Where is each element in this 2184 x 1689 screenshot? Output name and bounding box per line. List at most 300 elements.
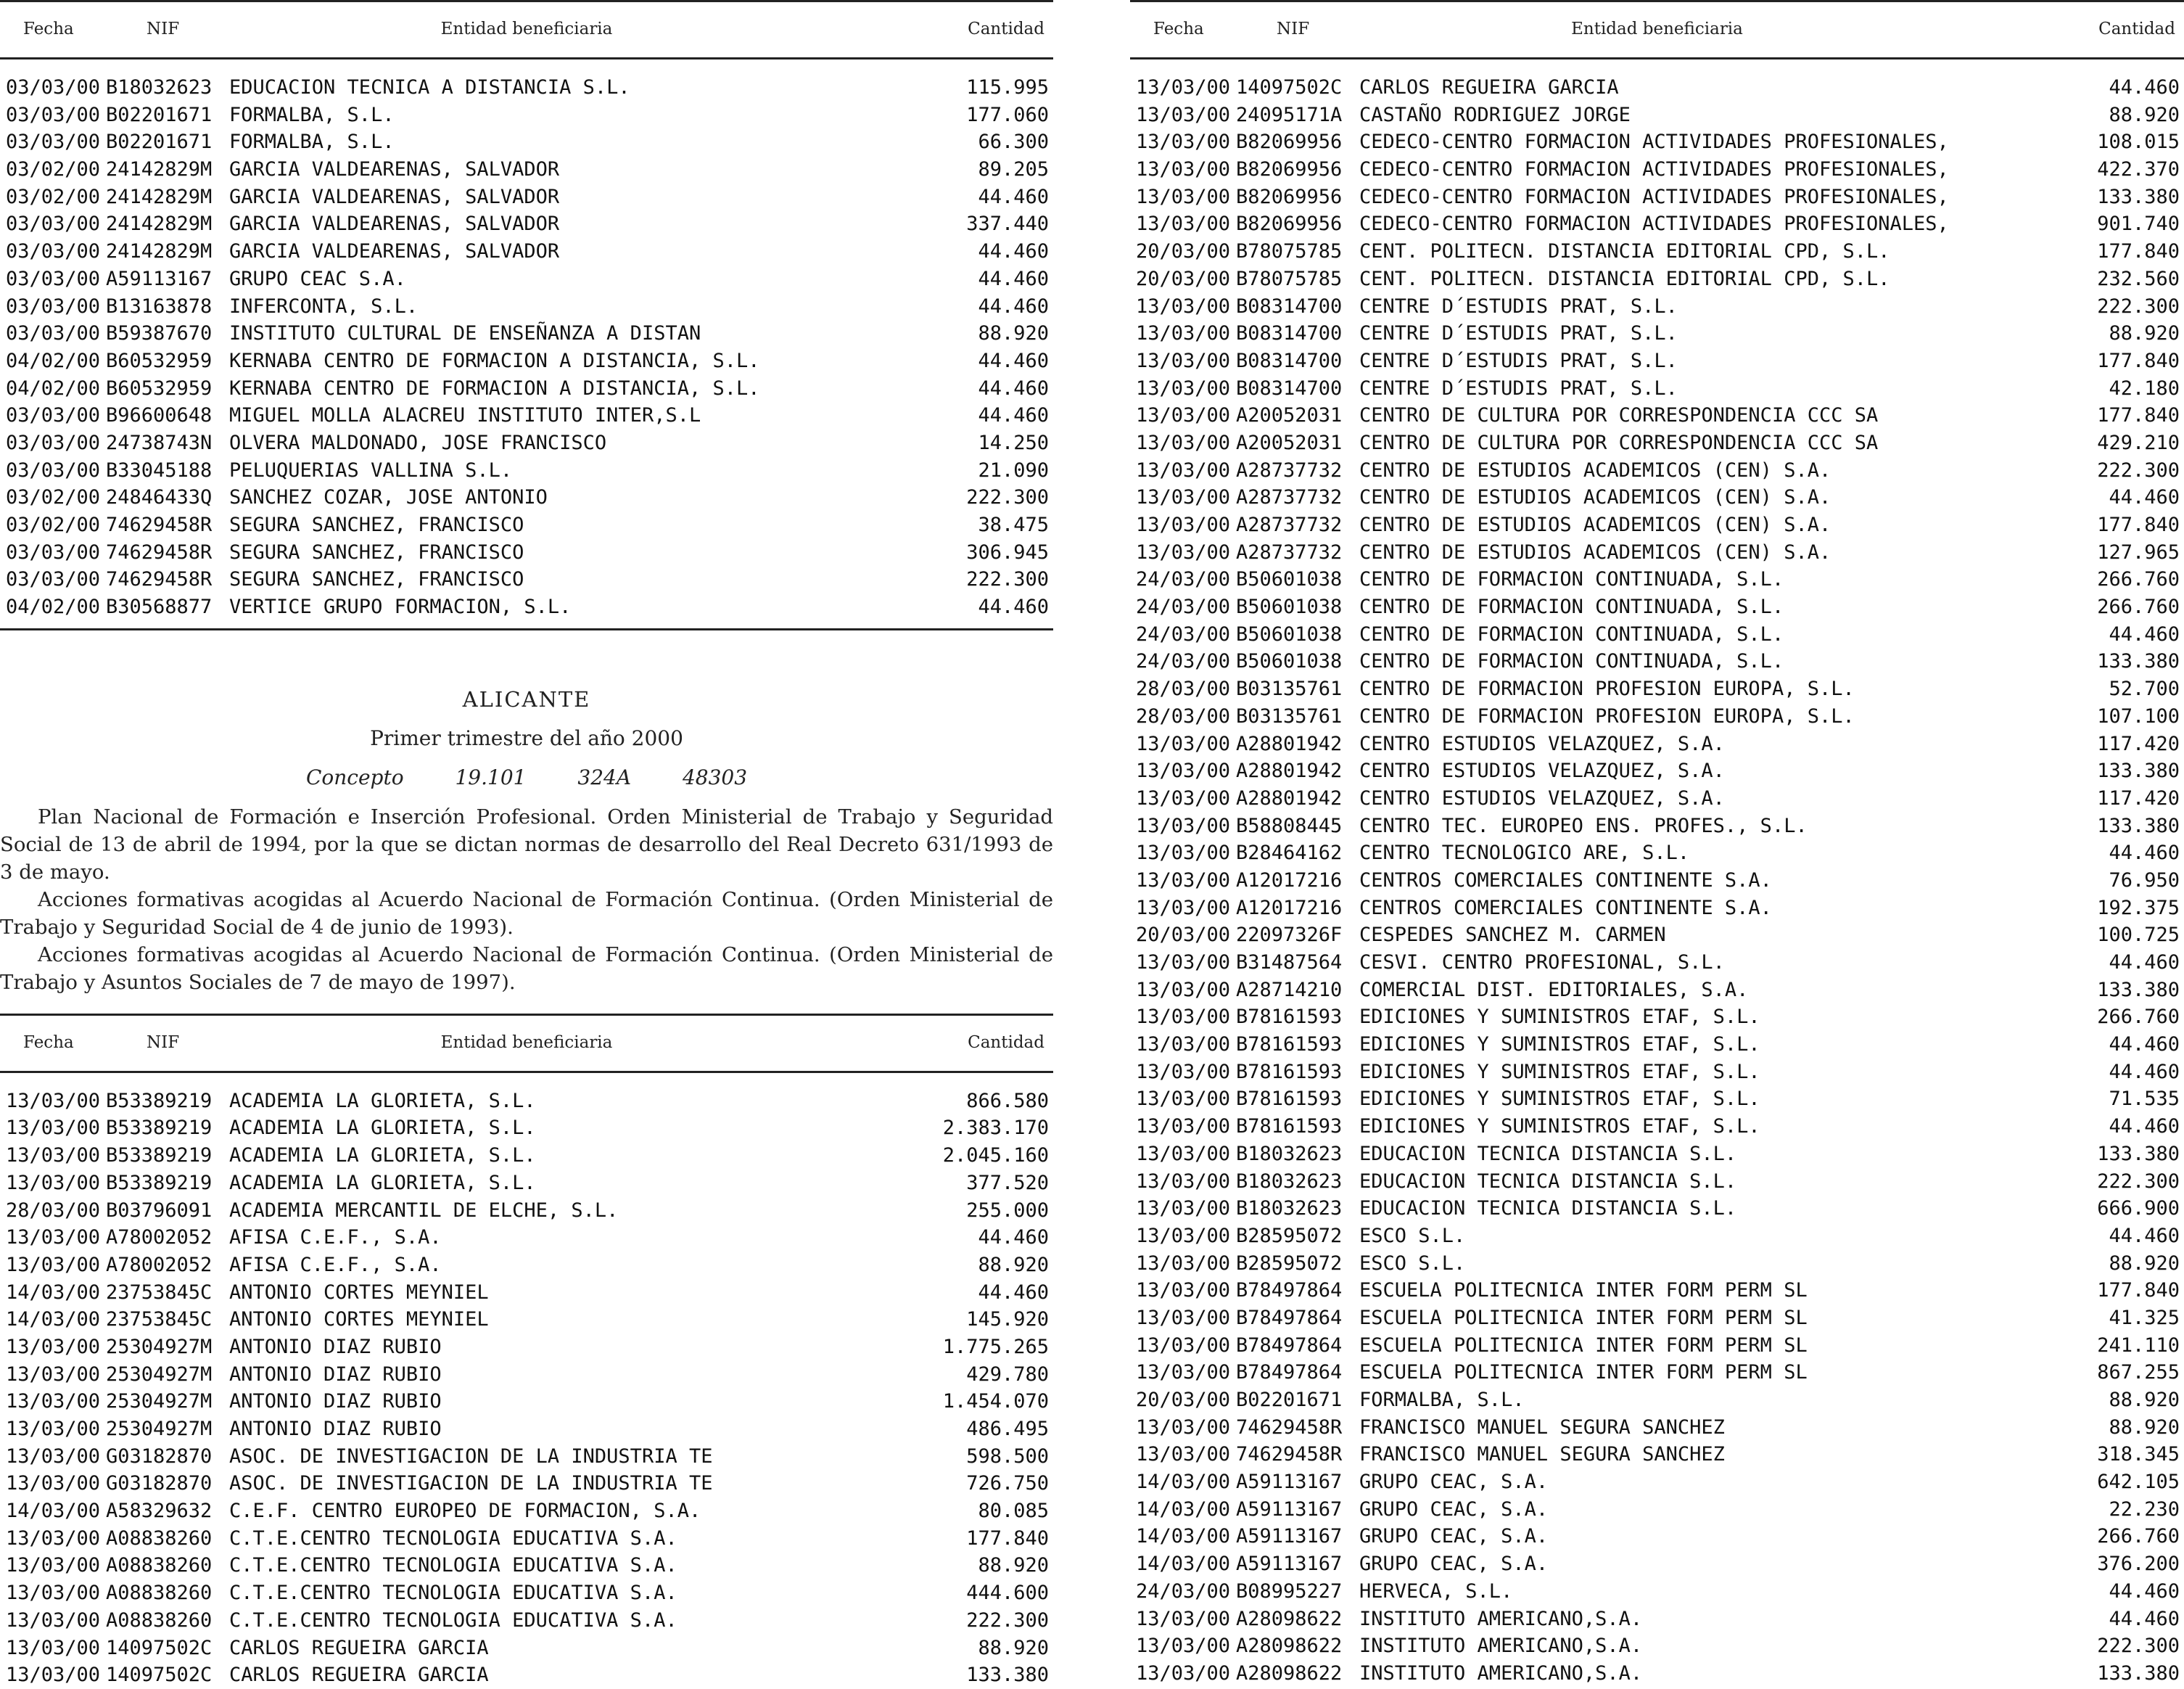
cell-entidad: ACADEMIA LA GLORIETA, S.L. xyxy=(229,1117,536,1140)
cell-nif: B78075785 xyxy=(1236,267,1343,290)
cell-entidad: SEGURA SANCHEZ, FRANCISCO xyxy=(229,568,524,591)
table-row xyxy=(0,1525,1053,1553)
cell-cantidad: 44.460 xyxy=(978,1281,1049,1304)
cell-fecha: 13/03/00 xyxy=(6,1582,101,1605)
cell-fecha: 13/03/00 xyxy=(1136,896,1231,919)
cell-fecha: 24/03/00 xyxy=(1136,650,1231,673)
table-row xyxy=(1130,511,2184,539)
cell-cantidad: 80.085 xyxy=(978,1500,1049,1523)
cell-fecha: 13/03/00 xyxy=(1136,486,1231,509)
cell-fecha: 14/03/00 xyxy=(6,1308,101,1331)
cell-cantidad: 44.460 xyxy=(2109,842,2180,865)
cell-entidad: CENTRE D´ESTUDIS PRAT, S.L. xyxy=(1359,349,1678,372)
cell-fecha: 13/03/00 xyxy=(1136,404,1231,427)
cell-fecha: 14/03/00 xyxy=(1136,1525,1231,1548)
cell-entidad: EDICIONES Y SUMINISTROS ETAF, S.L. xyxy=(1359,1006,1760,1029)
cell-cantidad: 192.375 xyxy=(2097,896,2180,919)
cell-cantidad: 726.750 xyxy=(966,1472,1049,1495)
cell-nif: A20052031 xyxy=(1236,404,1343,427)
table-row xyxy=(1130,839,2184,867)
cell-fecha: 13/03/00 xyxy=(1136,1033,1231,1056)
section-concept xyxy=(0,765,1053,794)
table-right-rows xyxy=(1130,59,2184,1688)
cell-nif: A59113167 xyxy=(1236,1497,1343,1521)
cell-cantidad: 232.560 xyxy=(2097,267,2180,290)
cell-cantidad: 666.900 xyxy=(2097,1197,2180,1220)
cell-fecha: 13/03/00 xyxy=(6,1636,101,1659)
cell-nif: A28737732 xyxy=(1236,486,1343,509)
cell-nif: 24095171A xyxy=(1236,103,1343,126)
cell-fecha: 13/03/00 xyxy=(1136,185,1231,208)
cell-fecha: 13/03/00 xyxy=(1136,1443,1231,1466)
cell-fecha: 24/03/00 xyxy=(1136,568,1231,591)
cell-entidad: FORMALBA, S.L. xyxy=(1359,1389,1525,1411)
cell-entidad: AFISA C.E.F., S.A. xyxy=(229,1226,442,1249)
table-row xyxy=(1130,621,2184,649)
cell-nif: A59113167 xyxy=(1236,1553,1343,1576)
cell-cantidad: 222.300 xyxy=(2097,1635,2180,1658)
cell-nif: B30568877 xyxy=(106,596,213,619)
cell-entidad: ACADEMIA LA GLORIETA, S.L. xyxy=(229,1171,536,1194)
cell-nif: B78161593 xyxy=(1236,1060,1343,1083)
table-header xyxy=(0,1014,1053,1073)
cell-fecha: 13/03/00 xyxy=(1136,842,1231,865)
table-row xyxy=(0,1224,1053,1252)
cell-fecha: 03/03/00 xyxy=(6,431,101,454)
cell-nif: B82069956 xyxy=(1236,185,1343,208)
cell-nif: B53389219 xyxy=(106,1089,213,1112)
header-fecha: Fecha xyxy=(23,1032,74,1052)
cell-entidad: GARCIA VALDEARENAS, SALVADOR xyxy=(229,240,560,263)
section-title: ALICANTE xyxy=(462,686,591,712)
cell-entidad: CESPEDES SANCHEZ M. CARMEN xyxy=(1359,924,1666,947)
table-row xyxy=(1130,102,2184,129)
cell-fecha: 03/03/00 xyxy=(6,404,101,427)
cell-entidad: KERNABA CENTRO DE FORMACION A DISTANCIA, S.L. xyxy=(229,377,760,400)
cell-nif: B58808445 xyxy=(1236,814,1343,837)
header-fecha: Fecha xyxy=(23,20,74,38)
header-entidad: Entidad beneficiaria xyxy=(440,1032,613,1052)
cell-entidad: CENTROS COMERCIALES CONTINENTE S.A. xyxy=(1359,896,1772,919)
cell-fecha: 13/03/00 xyxy=(6,1226,101,1249)
cell-cantidad: 21.090 xyxy=(978,459,1049,482)
concept-label: Concepto xyxy=(305,765,404,789)
cell-nif: B78075785 xyxy=(1236,240,1343,263)
cell-entidad: CENTRO DE CULTURA POR CORRESPONDENCIA CCC SA xyxy=(1359,404,1879,427)
cell-entidad: CENTRO DE ESTUDIOS ACADEMICOS (CEN) S.A. xyxy=(1359,514,1831,536)
cell-nif: B50601038 xyxy=(1236,622,1343,646)
cell-fecha: 13/03/00 xyxy=(1136,732,1231,755)
table-row xyxy=(1130,320,2184,348)
cell-nif: B08314700 xyxy=(1236,349,1343,372)
cell-cantidad: 44.460 xyxy=(2109,1060,2180,1083)
cell-fecha: 13/03/00 xyxy=(1136,1115,1231,1138)
cell-nif: B28595072 xyxy=(1236,1252,1343,1275)
cell-cantidad: 429.210 xyxy=(2097,431,2180,454)
cell-nif: A28098622 xyxy=(1236,1661,1343,1685)
cell-cantidad: 177.840 xyxy=(2097,240,2180,263)
cell-cantidad: 108.015 xyxy=(2097,131,2180,154)
cell-cantidad: 115.995 xyxy=(966,76,1049,99)
table-row xyxy=(0,210,1053,238)
cell-cantidad: 44.460 xyxy=(978,295,1049,318)
cell-entidad: C.T.E.CENTRO TECNOLOGIA EDUCATIVA S.A. xyxy=(229,1526,677,1550)
cell-fecha: 13/03/00 xyxy=(1136,1361,1231,1384)
table-row xyxy=(1130,1031,2184,1059)
cell-cantidad: 88.920 xyxy=(978,1636,1049,1659)
table-row xyxy=(1130,1386,2184,1414)
table-row xyxy=(1130,74,2184,102)
cell-cantidad: 444.600 xyxy=(966,1582,1049,1605)
cell-cantidad: 376.200 xyxy=(2097,1553,2180,1576)
cell-nif: G03182870 xyxy=(106,1445,213,1468)
cell-entidad: ASOC. DE INVESTIGACION DE LA INDUSTRIA TE xyxy=(229,1445,713,1468)
cell-nif: 14097502C xyxy=(1236,76,1343,99)
cell-cantidad: 44.460 xyxy=(978,267,1049,290)
cell-fecha: 03/03/00 xyxy=(6,541,101,564)
cell-fecha: 14/03/00 xyxy=(6,1500,101,1523)
cell-fecha: 13/03/00 xyxy=(1136,1415,1231,1439)
cell-fecha: 03/03/00 xyxy=(6,322,101,345)
cell-nif: B02201671 xyxy=(106,131,213,154)
cell-nif: B28595072 xyxy=(1236,1224,1343,1247)
table-row xyxy=(1130,430,2184,457)
cell-cantidad: 44.460 xyxy=(2109,1224,2180,1247)
cell-entidad: INSTITUTO CULTURAL DE ENSEÑANZA A DISTAN xyxy=(229,322,701,345)
cell-nif: A12017216 xyxy=(1236,868,1343,892)
cell-cantidad: 88.920 xyxy=(2109,103,2180,126)
cell-entidad: ACADEMIA LA GLORIETA, S.L. xyxy=(229,1089,536,1112)
cell-cantidad: 88.920 xyxy=(978,1253,1049,1276)
table-row xyxy=(1130,703,2184,731)
cell-entidad: C.T.E.CENTRO TECNOLOGIA EDUCATIVA S.A. xyxy=(229,1608,677,1632)
cell-fecha: 20/03/00 xyxy=(1136,240,1231,263)
table-row xyxy=(0,156,1053,184)
header-nif: NIF xyxy=(147,1032,180,1052)
table-row xyxy=(0,1306,1053,1333)
cell-fecha: 20/03/00 xyxy=(1136,924,1231,947)
cell-entidad: AFISA C.E.F., S.A. xyxy=(229,1253,442,1276)
cell-cantidad: 44.460 xyxy=(978,240,1049,263)
cell-fecha: 13/03/00 xyxy=(1136,541,1231,564)
table-row xyxy=(0,128,1053,156)
left-column xyxy=(0,0,1053,1689)
cell-entidad: VERTICE GRUPO FORMACION, S.L. xyxy=(229,596,572,619)
cell-nif: B03796091 xyxy=(106,1199,213,1222)
cell-nif: B50601038 xyxy=(1236,650,1343,673)
header-cantidad: Cantidad xyxy=(968,1032,1044,1052)
cell-cantidad: 867.255 xyxy=(2097,1361,2180,1384)
table-row xyxy=(0,348,1053,375)
table-row xyxy=(1130,1550,2184,1578)
table-row xyxy=(1130,731,2184,758)
cell-fecha: 13/03/00 xyxy=(6,1089,101,1112)
cell-cantidad: 2.045.160 xyxy=(942,1144,1049,1167)
table-row xyxy=(1130,949,2184,977)
cell-cantidad: 133.380 xyxy=(2097,1661,2180,1685)
cell-cantidad: 88.920 xyxy=(2109,1389,2180,1411)
table-row xyxy=(0,1607,1053,1635)
cell-cantidad: 901.740 xyxy=(2097,213,2180,236)
table-row xyxy=(0,430,1053,457)
cell-fecha: 13/03/00 xyxy=(6,1526,101,1550)
cell-nif: B60532959 xyxy=(106,377,213,400)
cell-cantidad: 222.300 xyxy=(2097,295,2180,318)
cell-cantidad: 133.380 xyxy=(2097,650,2180,673)
cell-cantidad: 44.460 xyxy=(2109,951,2180,974)
cell-nif: B08995227 xyxy=(1236,1579,1343,1603)
cell-nif: B59387670 xyxy=(106,322,213,345)
table-row xyxy=(0,1279,1053,1307)
cell-cantidad: 866.580 xyxy=(966,1089,1049,1112)
cell-entidad: CASTAÑO RODRIGUEZ JORGE xyxy=(1359,103,1631,126)
cell-entidad: GRUPO CEAC S.A. xyxy=(229,267,406,290)
table-row xyxy=(1130,813,2184,840)
cell-fecha: 28/03/00 xyxy=(1136,678,1231,701)
cell-entidad: EDUCACION TECNICA DISTANCIA S.L. xyxy=(1359,1142,1737,1165)
cell-fecha: 13/03/00 xyxy=(1136,1006,1231,1029)
cell-nif: A28801942 xyxy=(1236,760,1343,783)
table-row xyxy=(1130,895,2184,922)
cell-fecha: 13/03/00 xyxy=(1136,1060,1231,1083)
cell-fecha: 13/03/00 xyxy=(6,1445,101,1468)
concept-code: 19.101 xyxy=(455,765,527,789)
cell-cantidad: 117.420 xyxy=(2097,786,2180,810)
cell-fecha: 04/02/00 xyxy=(6,377,101,400)
cell-cantidad: 44.460 xyxy=(978,1226,1049,1249)
table-row xyxy=(1130,1304,2184,1332)
cell-fecha: 03/03/00 xyxy=(6,240,101,263)
cell-fecha: 13/03/00 xyxy=(1136,1635,1231,1658)
cell-entidad: CENTRO DE ESTUDIOS ACADEMICOS (CEN) S.A. xyxy=(1359,486,1831,509)
table-row xyxy=(1130,1085,2184,1113)
cell-cantidad: 44.460 xyxy=(2109,486,2180,509)
cell-cantidad: 76.950 xyxy=(2109,868,2180,892)
cell-fecha: 13/03/00 xyxy=(1136,377,1231,400)
table-row xyxy=(1130,757,2184,785)
cell-entidad: ANTONIO CORTES MEYNIEL xyxy=(229,1308,489,1331)
table-row xyxy=(0,1142,1053,1170)
cell-cantidad: 177.840 xyxy=(2097,349,2180,372)
table-row xyxy=(0,511,1053,539)
cell-entidad: C.E.F. CENTRO EUROPEO DE FORMACION, S.A. xyxy=(229,1500,701,1523)
cell-entidad: CENTROS COMERCIALES CONTINENTE S.A. xyxy=(1359,868,1772,892)
header-entidad: Entidad beneficiaria xyxy=(440,20,613,38)
cell-nif: 24738743N xyxy=(106,431,213,454)
cell-cantidad: 266.760 xyxy=(2097,596,2180,619)
cell-nif: B78497864 xyxy=(1236,1361,1343,1384)
table-row xyxy=(1130,1113,2184,1141)
cell-cantidad: 222.300 xyxy=(2097,459,2180,482)
cell-nif: 25304927M xyxy=(106,1335,213,1358)
cell-cantidad: 14.250 xyxy=(978,431,1049,454)
table-row xyxy=(0,1170,1053,1197)
cell-nif: 24142829M xyxy=(106,158,213,181)
cell-fecha: 13/03/00 xyxy=(6,1664,101,1687)
table-row xyxy=(0,1361,1053,1389)
cell-entidad: FRANCISCO MANUEL SEGURA SANCHEZ xyxy=(1359,1415,1725,1439)
cell-entidad: INFERCONTA, S.L. xyxy=(229,295,419,318)
cell-entidad: CENTRE D´ESTUDIS PRAT, S.L. xyxy=(1359,322,1678,345)
table-bottom-rows xyxy=(0,1073,1053,1689)
table-row xyxy=(0,1388,1053,1415)
cell-entidad: EDUCACION TECNICA DISTANCIA S.L. xyxy=(1359,1170,1737,1193)
table-row xyxy=(1130,1414,2184,1442)
cell-entidad: CENTRO DE ESTUDIOS ACADEMICOS (CEN) S.A. xyxy=(1359,459,1831,482)
cell-cantidad: 41.325 xyxy=(2109,1306,2180,1329)
cell-fecha: 13/03/00 xyxy=(1136,1088,1231,1111)
cell-nif: B33045188 xyxy=(106,459,213,482)
cell-entidad: SEGURA SANCHEZ, FRANCISCO xyxy=(229,541,524,564)
table-row xyxy=(0,102,1053,129)
cell-entidad: GARCIA VALDEARENAS, SALVADOR xyxy=(229,213,560,236)
table-row xyxy=(0,184,1053,211)
cell-fecha: 13/03/00 xyxy=(1136,1252,1231,1275)
cell-entidad: CARLOS REGUEIRA GARCIA xyxy=(1359,76,1619,99)
table-row xyxy=(1130,1359,2184,1386)
cell-cantidad: 44.460 xyxy=(2109,1579,2180,1603)
cell-cantidad: 22.230 xyxy=(2109,1497,2180,1521)
table-row xyxy=(1130,1141,2184,1168)
table-row xyxy=(1130,1222,2184,1250)
cell-nif: B82069956 xyxy=(1236,131,1343,154)
cell-nif: B78161593 xyxy=(1236,1006,1343,1029)
table-header xyxy=(0,0,1053,59)
cell-fecha: 13/03/00 xyxy=(1136,978,1231,1001)
cell-cantidad: 241.110 xyxy=(2097,1333,2180,1357)
cell-cantidad: 133.380 xyxy=(2097,814,2180,837)
cell-fecha: 13/03/00 xyxy=(1136,1607,1231,1630)
cell-entidad: OLVERA MALDONADO, JOSE FRANCISCO xyxy=(229,431,607,454)
table-row xyxy=(0,74,1053,102)
cell-fecha: 04/02/00 xyxy=(6,349,101,372)
cell-cantidad: 89.205 xyxy=(978,158,1049,181)
table-row xyxy=(1130,1277,2184,1304)
cell-entidad: CENT. POLITECN. DISTANCIA EDITORIAL CPD, S.L. xyxy=(1359,240,1890,263)
cell-nif: 14097502C xyxy=(106,1664,213,1687)
cell-fecha: 24/03/00 xyxy=(1136,1579,1231,1603)
table-row xyxy=(1130,1606,2184,1633)
cell-fecha: 13/03/00 xyxy=(1136,951,1231,974)
cell-cantidad: 66.300 xyxy=(978,131,1049,154)
cell-nif: B28464162 xyxy=(1236,842,1343,865)
cell-nif: B78497864 xyxy=(1236,1333,1343,1357)
cell-fecha: 13/03/00 xyxy=(6,1171,101,1194)
cell-nif: B02201671 xyxy=(1236,1389,1343,1411)
table-row xyxy=(1130,484,2184,511)
cell-fecha: 13/03/00 xyxy=(6,1335,101,1358)
cell-nif: B96600648 xyxy=(106,404,213,427)
cell-nif: B08314700 xyxy=(1236,377,1343,400)
cell-nif: G03182870 xyxy=(106,1472,213,1495)
cell-fecha: 13/03/00 xyxy=(1136,868,1231,892)
section-paragraph: Plan Nacional de Formación e Inserción Profesional. Orden Ministerial de Trabajo y Seguridad Social de 13 de abril de 1994, por la que se dictan normas de desarrollo del Real Decreto 631/1993 de 3 de mayo. xyxy=(0,805,1053,884)
table-row xyxy=(0,1443,1053,1471)
cell-nif: A59113167 xyxy=(106,267,213,290)
cell-entidad: ASOC. DE INVESTIGACION DE LA INDUSTRIA TE xyxy=(229,1472,713,1495)
cell-entidad: CENTRE D´ESTUDIS PRAT, S.L. xyxy=(1359,377,1678,400)
cell-fecha: 13/03/00 xyxy=(1136,1170,1231,1193)
table-row xyxy=(0,593,1053,621)
table-row xyxy=(1130,375,2184,403)
cell-fecha: 13/03/00 xyxy=(6,1390,101,1413)
cell-nif: B82069956 xyxy=(1236,158,1343,181)
cell-fecha: 24/03/00 xyxy=(1136,622,1231,646)
cell-entidad: EDICIONES Y SUMINISTROS ETAF, S.L. xyxy=(1359,1033,1760,1056)
cell-cantidad: 44.460 xyxy=(2109,76,2180,99)
table-row xyxy=(0,1415,1053,1443)
table-row xyxy=(1130,184,2184,211)
cell-entidad: CENTRO DE CULTURA POR CORRESPONDENCIA CCC SA xyxy=(1359,431,1879,454)
cell-cantidad: 2.383.170 xyxy=(942,1117,1049,1140)
cell-nif: B60532959 xyxy=(106,349,213,372)
cell-nif: 74629458R xyxy=(106,541,213,564)
table-row xyxy=(1130,867,2184,895)
cell-fecha: 03/03/00 xyxy=(6,103,101,126)
cell-nif: A08838260 xyxy=(106,1554,213,1577)
cell-nif: B78161593 xyxy=(1236,1033,1343,1056)
table-row xyxy=(1130,785,2184,813)
cell-fecha: 03/03/00 xyxy=(6,267,101,290)
cell-cantidad: 377.520 xyxy=(966,1171,1049,1194)
table-row xyxy=(0,1552,1053,1579)
cell-nif: A28737732 xyxy=(1236,459,1343,482)
cell-entidad: CENTRO DE FORMACION CONTINUADA, S.L. xyxy=(1359,596,1784,619)
table-row xyxy=(1130,1441,2184,1468)
cell-nif: 74629458R xyxy=(1236,1415,1343,1439)
cell-nif: A20052031 xyxy=(1236,431,1343,454)
header-nif: NIF xyxy=(1277,20,1310,38)
cell-cantidad: 177.840 xyxy=(2097,514,2180,536)
cell-fecha: 13/03/00 xyxy=(1136,158,1231,181)
cell-nif: B18032623 xyxy=(106,76,213,99)
cell-cantidad: 642.105 xyxy=(2097,1471,2180,1494)
header-cantidad: Cantidad xyxy=(2098,20,2175,38)
table-row xyxy=(1130,921,2184,949)
cell-cantidad: 177.840 xyxy=(2097,1279,2180,1302)
cell-entidad: GRUPO CEAC, S.A. xyxy=(1359,1553,1549,1576)
table-row xyxy=(0,457,1053,485)
cell-cantidad: 145.920 xyxy=(966,1308,1049,1331)
cell-nif: 23753845C xyxy=(106,1308,213,1331)
table-row xyxy=(1130,539,2184,567)
table-row xyxy=(0,1333,1053,1361)
table-row xyxy=(1130,1468,2184,1496)
section-paragraph: Acciones formativas acogidas al Acuerdo Nacional de Formación Continua. (Orden Ministerial de Trabajo y Asuntos Sociales de 7 de mayo de 1997). xyxy=(0,942,1053,994)
cell-cantidad: 133.380 xyxy=(2097,185,2180,208)
table-row xyxy=(1130,238,2184,266)
cell-entidad: ESCUELA POLITECNICA INTER FORM PERM SL xyxy=(1359,1306,1808,1329)
cell-nif: A59113167 xyxy=(1236,1471,1343,1494)
cell-cantidad: 318.345 xyxy=(2097,1443,2180,1466)
cell-fecha: 03/03/00 xyxy=(6,295,101,318)
cell-nif: 23753845C xyxy=(106,1281,213,1304)
cell-fecha: 13/03/00 xyxy=(1136,1306,1231,1329)
table-row xyxy=(0,375,1053,403)
section-subtitle: Primer trimestre del año 2000 xyxy=(370,726,683,750)
cell-cantidad: 44.460 xyxy=(978,185,1049,208)
cell-nif: 24142829M xyxy=(106,240,213,263)
table-row xyxy=(0,539,1053,567)
cell-fecha: 28/03/00 xyxy=(6,1199,101,1222)
cell-entidad: HERVECA, S.L. xyxy=(1359,1579,1513,1603)
table-row xyxy=(1130,566,2184,593)
cell-fecha: 13/03/00 xyxy=(1136,349,1231,372)
cell-nif: B18032623 xyxy=(1236,1170,1343,1193)
cell-cantidad: 44.460 xyxy=(978,404,1049,427)
cell-fecha: 13/03/00 xyxy=(6,1117,101,1140)
cell-fecha: 14/03/00 xyxy=(1136,1471,1231,1494)
